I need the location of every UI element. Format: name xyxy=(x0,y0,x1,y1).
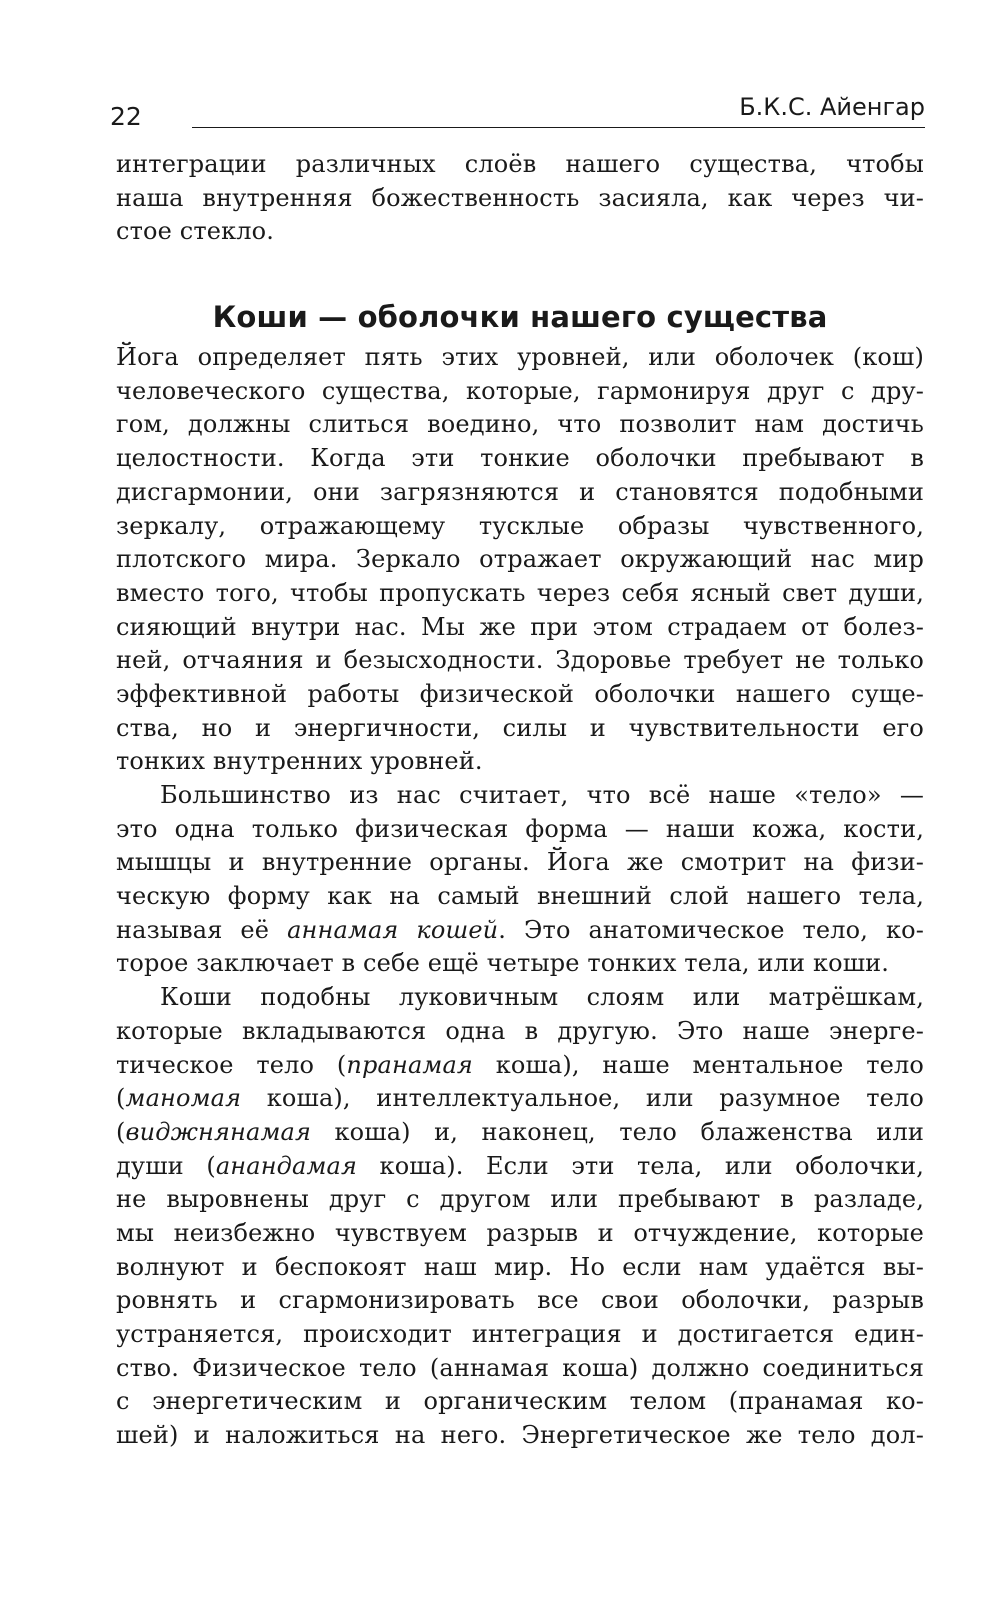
text-run: тическое тело ( xyxy=(116,1050,347,1079)
text-line: мы неизбежно чувствуем разрыв и отчуждение, которые xyxy=(116,1218,924,1247)
text-line: вместо того, чтобы пропускать через себя ясный свет души, xyxy=(116,578,924,607)
text-line xyxy=(116,914,924,948)
text-line: человеческого существа, которые, гармонируя друг с дру- xyxy=(116,376,924,405)
text-line: не выровнены друг с другом или пребывают в разладе, xyxy=(116,1185,924,1214)
text-run: ( xyxy=(116,1084,126,1113)
page-body xyxy=(116,148,924,1453)
text-run: коша), наше ментальное тело xyxy=(472,1050,924,1079)
italic-term: маномая xyxy=(125,1084,242,1113)
text-line: которые вкладываются одна в другую. Это наше энерге- xyxy=(116,1016,924,1045)
text-line: зеркалу, отражающему тусклые образы чувственного, xyxy=(116,511,924,540)
text-line: мышцы и внутренние органы. Йога же смотрит на физи- xyxy=(116,848,924,877)
text-line xyxy=(116,1082,924,1116)
paragraph-2 xyxy=(116,779,924,981)
text-line: устраняется, происходит интеграция и достигается един- xyxy=(116,1320,924,1348)
page-header xyxy=(110,88,925,134)
text-line: тонких внутренних уровней. xyxy=(116,747,483,776)
text-line: дисгармонии, они загрязняются и становятся подобными xyxy=(116,477,924,506)
text-line: шей) и наложиться на него. Энергетическое же тело дол- xyxy=(116,1421,924,1450)
text-line: ней, отчаяния и безысходности. Здоровье требует не только xyxy=(116,646,924,675)
text-run: души ( xyxy=(116,1151,216,1180)
italic-term: пранамая xyxy=(346,1050,473,1079)
intro-paragraph xyxy=(116,148,924,249)
header-rule xyxy=(192,127,925,128)
text-run: называя её xyxy=(116,915,288,944)
text-run: ( xyxy=(116,1117,126,1146)
text-line: с энергетическим и органическим телом (пранамая ко- xyxy=(116,1387,924,1416)
text-run: . Это анатомическое тело, ко- xyxy=(498,915,924,944)
text-line: интеграции различных слоёв нашего существа, чтобы xyxy=(116,150,924,178)
paragraph-1 xyxy=(116,341,924,779)
text-line xyxy=(116,1150,924,1184)
text-line: ство. Физическое тело (аннамая коша) должно соединиться xyxy=(116,1353,924,1382)
text-line: наша внутренняя божественность засияла, как через чи- xyxy=(116,183,924,212)
running-head-author: Б.К.С. Айенгар xyxy=(739,93,925,121)
italic-term: аннамая кошей xyxy=(287,915,499,944)
text-line: целостности. Когда эти тонкие оболочки пребывают в xyxy=(116,444,924,473)
text-line: торое заключает в себе ещё четыре тонких тела, или коши. xyxy=(116,949,890,978)
text-line: ровнять и сгармонизировать все свои оболочки, разрыв xyxy=(116,1286,924,1315)
text-line: эффективной работы физической оболочки нашего суще- xyxy=(116,679,924,708)
text-run: коша). Если эти тела, или оболочки, xyxy=(357,1151,924,1180)
text-line: стое стекло. xyxy=(116,217,275,246)
text-run: коша), интеллектуальное, или разумное тело xyxy=(241,1084,924,1113)
text-line: ства, но и энергичности, силы и чувствительности его xyxy=(116,713,924,742)
text-line: Коши подобны луковичным слоям или матрёшкам, xyxy=(160,983,924,1012)
italic-term: анандамая xyxy=(215,1151,358,1180)
italic-term: виджнянамая xyxy=(125,1117,311,1146)
text-line: сияющий внутри нас. Мы же при этом страдаем от болез- xyxy=(116,612,924,641)
text-line xyxy=(116,1049,924,1083)
text-line: это одна только физическая форма — наши кожа, кости, xyxy=(116,814,924,843)
text-line xyxy=(116,1116,924,1150)
text-line: гом, должны слиться воедино, что позволит нам достичь xyxy=(116,410,924,439)
text-line: ческую форму как на самый внешний слой нашего тела, xyxy=(116,882,924,911)
page-number: 22 xyxy=(110,102,142,131)
section-title: Коши — оболочки нашего существа xyxy=(212,300,828,335)
text-line: Йога определяет пять этих уровней, или оболочек (кош) xyxy=(116,343,924,372)
text-line: плотского мира. Зеркало отражает окружающий нас мир xyxy=(116,545,924,574)
text-line: волнуют и беспокоят наш мир. Но если нам удаётся вы- xyxy=(116,1252,924,1281)
paragraph-3 xyxy=(116,981,924,1453)
text-run: коша) и, наконец, тело блаженства или xyxy=(311,1117,924,1146)
text-line: Большинство из нас считает, что всё наше «тело» — xyxy=(160,781,924,809)
